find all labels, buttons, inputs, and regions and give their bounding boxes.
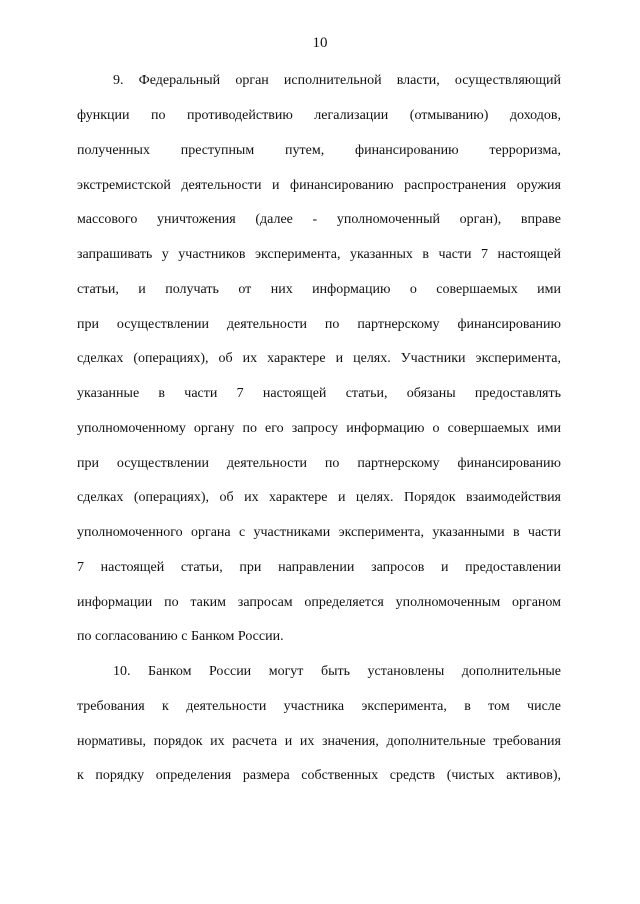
paragraph-9-line-2: функции по противодействию легализации (отмыванию) доходов, <box>77 108 561 123</box>
paragraph-10-line-4: к порядку определения размера собственных средств (чистых активов), <box>77 768 561 783</box>
paragraph-9-line-1: 9. Федеральный орган исполнительной власти, осуществляющий <box>113 73 561 88</box>
paragraph-9-line-13: сделках (операциях), об их характере и целях. Порядок взаимодействия <box>77 490 561 505</box>
paragraph-9-line-7: статьи, и получать от них информацию о совершаемых ими <box>77 282 561 297</box>
paragraph-9-line-16: информации по таким запросам определяется уполномоченным органом <box>77 595 561 610</box>
paragraph-9-line-14: уполномоченного органа с участниками эксперимента, указанными в части <box>77 525 561 540</box>
paragraph-9-line-17: по согласованию с Банком России. <box>77 629 284 644</box>
paragraph-9-line-10: указанные в части 7 настоящей статьи, обязаны предоставлять <box>77 386 561 401</box>
paragraph-9-line-4: экстремистской деятельности и финансированию распространения оружия <box>77 178 561 193</box>
paragraph-9-line-15: 7 настоящей статьи, при направлении запросов и предоставлении <box>77 560 561 575</box>
paragraph-9-line-3: полученных преступным путем, финансированию терроризма, <box>77 143 561 158</box>
paragraph-10-line-3: нормативы, порядок их расчета и их значения, дополнительные требования <box>77 734 561 749</box>
paragraph-9-line-6: запрашивать у участников эксперимента, указанных в части 7 настоящей <box>77 247 561 262</box>
paragraph-10-line-1: 10. Банком России могут быть установлены дополнительные <box>113 664 561 679</box>
paragraph-9-line-9: сделках (операциях), об их характере и целях. Участники эксперимента, <box>77 351 561 366</box>
paragraph-9-line-8: при осуществлении деятельности по партнерскому финансированию <box>77 317 561 332</box>
paragraph-9-line-12: при осуществлении деятельности по партнерскому финансированию <box>77 456 561 471</box>
paragraph-9-line-5: массового уничтожения (далее - уполномоченный орган), вправе <box>77 212 561 227</box>
paragraph-9-line-11: уполномоченному органу по его запросу информацию о совершаемых ими <box>77 421 561 436</box>
paragraph-10-line-2: требования к деятельности участника эксперимента, в том числе <box>77 699 561 714</box>
page-number: 10 <box>312 35 328 51</box>
